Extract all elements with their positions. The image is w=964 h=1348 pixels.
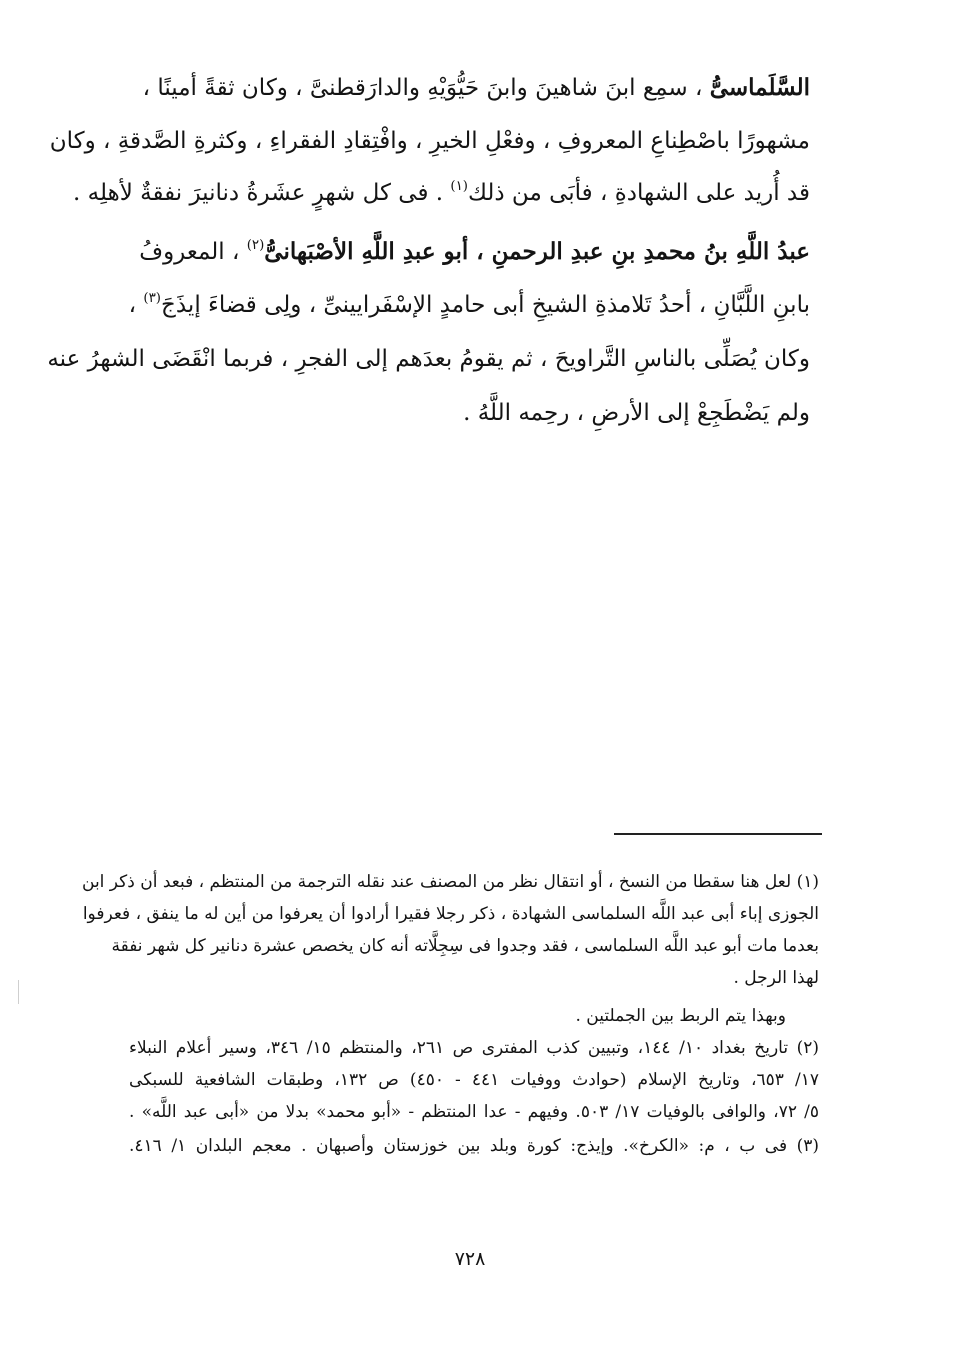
- footnote-2-line-3: [129, 1104, 819, 1121]
- footnote-ref-3: (٣): [143, 291, 161, 306]
- footnote-1-text-4: لهذا الرجل .: [733, 968, 819, 988]
- main-line-2: [49, 128, 810, 154]
- main-line-6: [47, 346, 810, 372]
- footnote-2-text-2: ١٧/ ٦٥٣، وتاريخ الإسلام (حوادث ووفيات ٤٤١ - ٤٥٠) ص ١٣٢، وطبقات الشافعية للسبكى: [129, 1070, 819, 1090]
- main-line-4: [139, 238, 810, 265]
- footnote-1-text-3: بعدما مات أبو عبد اللَّه السلماسى ، فقد وجدوا فى سِجِلَّاته أنه كان يخصص عشرة دنانير كل شهر نفقة: [111, 936, 819, 956]
- entry2-line3-text: وكان يُصَلِّى بالناسِ التَّراويحَ ، ثم يقومُ بعدَهم إلى الفجرِ ، فربما انْقَضَى الشهرُ عنه: [47, 346, 810, 372]
- footnote-1-line-2: [82, 904, 819, 924]
- entry2-line2-text-a: بابنِ اللَّبَّانِ ، أحدُ تَلامذةِ الشيخِ أبى حامدٍ الإسْفَرايينىِّ ، ولِى قضاءَ إيذَجَ: [161, 292, 810, 318]
- entry1-line3-text-a: قد أُريد على الشهادةِ ، فأبَى من ذلك: [467, 180, 810, 206]
- scan-edge-mark: [18, 980, 19, 1004]
- main-line-5: [128, 291, 810, 318]
- footnote-1-line-1: [82, 872, 819, 892]
- entry1-line2-text: مشهورًا باصْطِناعِ المعروفِ ، وفعْلِ الخيرِ ، وافْتِقادِ الفقراءِ ، وكثرةِ الصَّدقةِ ، وكان: [49, 128, 810, 154]
- main-line-3: [73, 179, 810, 206]
- entry2-line2-text-b: ،: [128, 292, 137, 318]
- footnote-1-text-1: (١) لعل هنا سقطا من النسخ ، أو انتقال نظر من المصنف عند نقله الترجمة من المنتظم ، فبعد أن ذكر ابن: [82, 872, 819, 892]
- footnote-ref-2: (٢): [246, 238, 265, 253]
- footnote-2-text-3: ٥/ ٧٢، والوافى بالوفيات ١٧/ ٥٠٣. وفيهم - عدا المنتظم - «أبو محمد» بدلا من «أبى عبد اللَّه» .: [129, 1102, 820, 1122]
- entry1-line3-text-b: . فى كل شهرٍ عشَرةُ دنانيرَ نفقةٌ لأهلِه .: [73, 180, 444, 206]
- footnote-3-line-1: [129, 1138, 819, 1155]
- entry2-line4-text: ولم يَضْطَجِعْ إلى الأرضِ ، رحِمه اللَّهُ .: [463, 400, 810, 426]
- footnote-2-text-1: (٢) تاريخ بغداد ١٠/ ١٤٤، وتبيين كذب المفترى ص ٢٦١، والمنتظم ١٥/ ٣٤٦، وسير أعلام النبلاء: [129, 1038, 819, 1058]
- entry2-name: عبدُ اللَّهِ بنُ محمدِ بنِ عبدِ الرحمنِ ، أبو عبدِ اللَّهِ الأصْبَهانىُّ: [264, 238, 810, 265]
- footnote-2-line-2: [129, 1072, 819, 1089]
- footnote-1-line-4: [129, 970, 819, 987]
- entry1-line1-text: ، سمِع ابنَ شاهينَ وابنَ حَيُّوَيْهِ والدارَقطنىَّ ، وكان ثقةً أمينًا ،: [142, 75, 703, 101]
- footnote-1-text-2: الجوزى إباء أبى عبد اللَّه السلماسى الشهادة ، ذكر رجلا فقيرا أرادوا أن يعرفوا من أين له ما ينفق ، فعرفوا: [82, 904, 819, 924]
- footnote-3-text-1: (٣) فى ب ، م: «الكرخ». وإيذج: كورة وبلد بين خوزستان وأصبهان . معجم البلدان ١/ ٤١٦.: [129, 1136, 819, 1156]
- footnote-1-line-5: [386, 1008, 786, 1025]
- page-number: ٧٢٨: [454, 1248, 486, 1270]
- entry2-line1-text: ، المعروفُ: [139, 239, 240, 265]
- footnote-1-text-5: وبهذا يتم الربط بين الجملتين .: [575, 1006, 786, 1026]
- main-line-1: [142, 74, 810, 101]
- main-line-7: [150, 402, 810, 425]
- entry1-name: السَّلَماسىُّ: [709, 74, 810, 101]
- footnote-separator: [614, 833, 822, 835]
- footnote-ref-1: (١): [450, 179, 468, 194]
- footnote-2-line-1: [129, 1040, 819, 1057]
- footnote-1-line-3: [111, 936, 819, 956]
